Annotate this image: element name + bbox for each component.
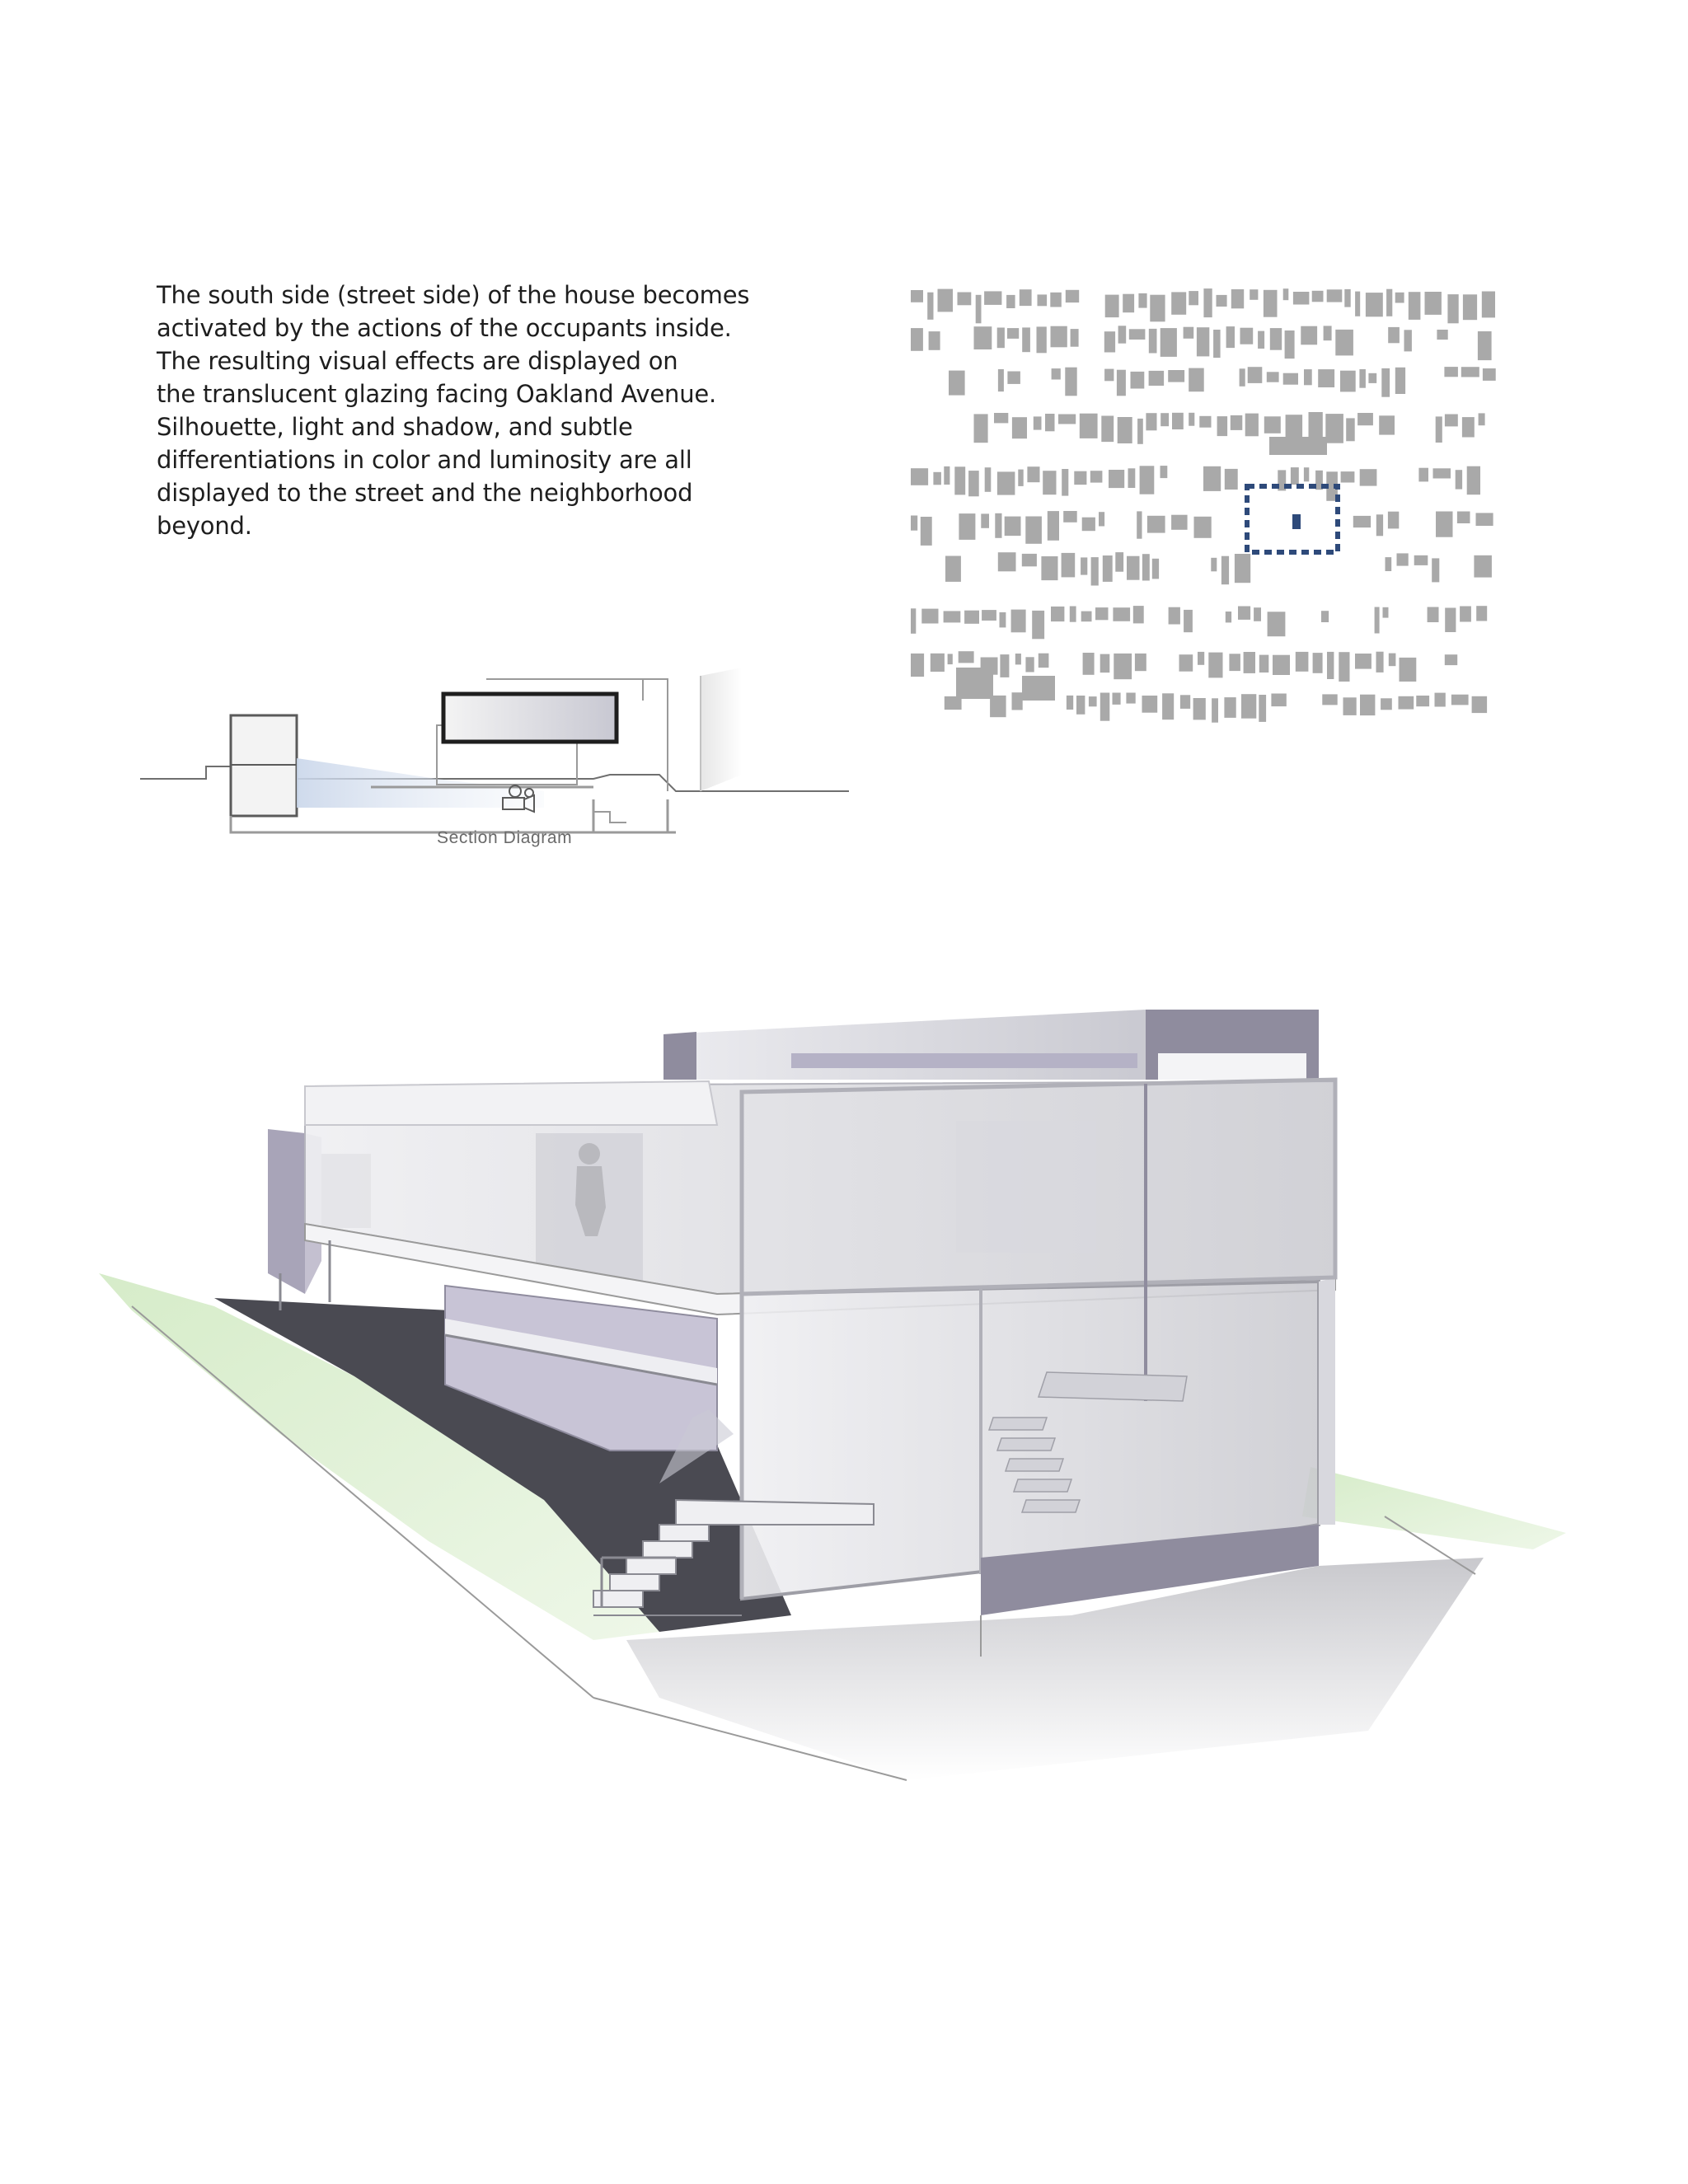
site-plan-building (1304, 467, 1309, 481)
site-plan-building (1063, 511, 1077, 523)
site-plan-building (1451, 695, 1469, 705)
site-plan-building (1074, 471, 1086, 485)
site-plan-building (956, 668, 993, 699)
site-plan-building (1168, 370, 1184, 382)
site-plan-building (1113, 693, 1121, 705)
site-plan-building (911, 516, 917, 531)
site-plan-building (1162, 693, 1174, 719)
site-plan-building (1118, 417, 1132, 443)
site-plan-building (1052, 368, 1061, 379)
site-plan-building (1224, 697, 1236, 718)
site-plan-building (1335, 330, 1353, 356)
site-plan-building (1416, 696, 1429, 706)
site-plan-building (976, 295, 982, 324)
description-line: The south side (street side) of the house becomes (157, 281, 750, 309)
site-plan-building (1039, 654, 1049, 668)
site-plan-building (1025, 517, 1042, 544)
site-plan-building (1271, 694, 1286, 707)
site-plan-building (1344, 289, 1350, 307)
site-plan-building (1467, 466, 1480, 495)
section-retaining-wall (701, 668, 742, 791)
site-plan-building (1313, 653, 1323, 673)
site-plan-building (1011, 610, 1026, 633)
section-light-cone (297, 758, 544, 808)
site-plan-building (1142, 696, 1158, 713)
site-plan-building (929, 331, 940, 350)
site-plan-building (1226, 612, 1231, 622)
site-plan-building (1291, 467, 1299, 485)
site-plan-building (1050, 293, 1062, 307)
site-plan-building (1414, 555, 1428, 565)
site-plan-building (931, 654, 945, 672)
site-plan-building (1357, 413, 1373, 425)
site-plan-building (1341, 471, 1355, 482)
site-plan-building (1381, 698, 1392, 710)
site-plan-building (1399, 696, 1414, 710)
site-plan-building (1038, 294, 1048, 306)
site-plan-building (1460, 607, 1471, 622)
site-plan-building (1240, 328, 1254, 344)
site-plan-building (1090, 471, 1103, 482)
section-diagram-caption: Section Diagram (437, 828, 573, 847)
site-plan-building (1238, 607, 1250, 620)
site-plan-building (1346, 418, 1355, 441)
site-plan-building (948, 654, 953, 664)
site-plan-building (1285, 330, 1295, 359)
site-plan-building (1445, 415, 1458, 427)
site-plan-building (1118, 326, 1127, 343)
site-plan-building (1461, 367, 1479, 377)
site-plan-building (1082, 518, 1095, 532)
site-plan-building (1240, 368, 1245, 387)
site-plan-building (1062, 553, 1076, 578)
site-plan-building (1435, 693, 1446, 707)
site-plan-building (1269, 437, 1327, 455)
site-plan-building (1020, 289, 1032, 306)
site-plan-building (1000, 654, 1009, 677)
site-plan-building (1012, 692, 1023, 710)
site-plan-subject-house (1292, 514, 1301, 529)
site-plan-building (1081, 557, 1087, 574)
site-plan-building (1194, 517, 1212, 538)
site-plan-building (1104, 369, 1114, 382)
site-plan-building (1340, 371, 1356, 392)
site-plan-building (1103, 555, 1113, 582)
site-plan-building (1388, 327, 1400, 343)
site-plan-building (1476, 513, 1493, 526)
site-plan-building (1463, 294, 1477, 320)
site-plan-building (1198, 652, 1204, 665)
site-plan-building (1184, 610, 1193, 632)
site-plan-building (1067, 696, 1073, 710)
site-plan-building (1386, 557, 1392, 571)
site-plan-building (1241, 694, 1256, 719)
site-plan-building (1268, 612, 1286, 636)
site-plan-building (1479, 413, 1485, 425)
description-text (157, 279, 783, 542)
site-plan-building (981, 513, 989, 527)
site-plan-building (1099, 512, 1104, 526)
site-plan-building (1018, 470, 1023, 486)
site-plan-building (1293, 292, 1310, 305)
axon-grass-right (1302, 1467, 1566, 1549)
site-plan-building (1000, 612, 1006, 628)
site-plan-building (1123, 294, 1134, 313)
site-plan-building (1270, 328, 1282, 350)
site-plan-building (1428, 607, 1439, 623)
description-line: beyond. (157, 512, 252, 540)
site-plan-building (1376, 514, 1383, 536)
site-plan-building (1343, 697, 1357, 715)
site-plan-building (1076, 696, 1085, 715)
site-plan-building (984, 291, 1001, 305)
site-plan-building (998, 369, 1004, 391)
site-plan-building (1142, 554, 1150, 580)
site-plan-building (1436, 416, 1442, 443)
site-plan-building (927, 293, 933, 320)
site-plan-building (1418, 468, 1428, 482)
site-plan-building (1327, 289, 1343, 302)
site-plan-building (933, 472, 941, 485)
site-plan-building (1254, 607, 1261, 621)
site-plan-building (944, 466, 950, 485)
axon-support-wall (268, 1129, 305, 1294)
site-plan-building (1080, 414, 1098, 438)
site-plan-building (1048, 511, 1059, 541)
site-plan-building (1179, 654, 1193, 672)
site-plan-building (1389, 654, 1396, 667)
site-plan-building (1203, 288, 1212, 317)
site-plan-building (1081, 612, 1092, 622)
site-plan-building (954, 466, 965, 494)
site-plan-building (1221, 556, 1229, 585)
site-plan-building (1379, 415, 1395, 434)
site-plan-building (1457, 512, 1470, 524)
site-plan-building (1386, 289, 1392, 316)
site-plan-building (1301, 326, 1317, 345)
site-plan-building (968, 471, 979, 496)
site-plan-building (1127, 556, 1140, 580)
site-plan-building (1318, 369, 1334, 387)
site-plan-building (1193, 698, 1206, 719)
site-plan-building (1051, 607, 1064, 621)
site-plan-building (1360, 695, 1375, 715)
site-plan-building (1472, 696, 1488, 713)
site-plan-building (1113, 607, 1130, 621)
site-plan-building (1089, 696, 1097, 706)
site-plan-building (1259, 695, 1266, 722)
site-plan-building (1070, 607, 1076, 622)
site-plan-building (1259, 655, 1269, 673)
site-plan-building (959, 651, 974, 663)
site-plan-building (1355, 292, 1360, 316)
site-plan-building (1022, 676, 1055, 701)
site-plan-building (1376, 652, 1384, 673)
site-plan-building (1436, 512, 1453, 537)
site-plan-building (1383, 607, 1389, 618)
site-plan-building (1007, 328, 1019, 339)
site-plan-building (1043, 471, 1056, 494)
site-plan-building (1248, 367, 1263, 383)
site-plan-building (1217, 295, 1227, 307)
site-plan-building (1160, 328, 1177, 357)
site-plan-building (1022, 327, 1030, 352)
site-plan-building (911, 654, 924, 677)
site-plan-building (1208, 653, 1222, 678)
site-plan-building (1114, 654, 1132, 679)
axonometric-view (82, 989, 1582, 1863)
site-plan-building (1283, 288, 1289, 300)
site-plan-building (1433, 468, 1451, 478)
site-plan-building (1135, 654, 1146, 671)
site-plan-building (1482, 292, 1495, 318)
site-plan-building (1109, 470, 1124, 488)
site-plan-building (911, 328, 923, 351)
site-plan-building (1037, 326, 1047, 353)
site-plan-building (1474, 555, 1492, 578)
site-plan-building (1150, 295, 1165, 322)
site-plan-building (1171, 292, 1186, 314)
site-plan-building (1321, 611, 1329, 622)
site-plan-building (1071, 329, 1079, 347)
site-plan-building (1006, 295, 1015, 308)
site-plan-building (964, 611, 979, 624)
site-plan-map (907, 280, 1500, 758)
description-line: the translucent glazing facing Oakland Avenue. (157, 380, 717, 408)
site-plan-building (1022, 554, 1037, 566)
site-plan-building (1058, 415, 1076, 424)
site-plan-building (1245, 414, 1259, 437)
site-plan-building (1404, 330, 1412, 351)
site-plan-building (1353, 516, 1371, 527)
site-plan-building (1283, 373, 1298, 385)
site-plan-building (945, 556, 961, 582)
site-plan-building (1235, 554, 1250, 583)
site-plan-building (1007, 372, 1020, 384)
description-line: The resulting visual effects are displayed on (157, 347, 678, 375)
site-plan-building (1034, 416, 1042, 429)
site-plan-building (1199, 416, 1211, 428)
site-plan-building (938, 289, 954, 312)
section-house-glass-box (443, 694, 617, 742)
site-plan-building (1045, 414, 1055, 431)
site-plan-building (1226, 326, 1235, 348)
site-plan-building (1091, 557, 1099, 585)
site-plan-building (1322, 694, 1337, 705)
site-plan-building (1312, 291, 1324, 302)
site-plan-building (1189, 291, 1198, 305)
site-plan-building (1133, 606, 1144, 623)
site-plan-building (1213, 330, 1221, 358)
site-plan-building (921, 609, 938, 624)
site-plan-building (1126, 693, 1135, 704)
site-plan-building (1051, 326, 1067, 348)
site-plan-building (1327, 652, 1334, 679)
description-line: displayed to the street and the neighborhood (157, 479, 693, 507)
site-plan-building (1217, 416, 1228, 436)
site-plan-building (1267, 372, 1279, 382)
site-plan-building (1105, 295, 1119, 318)
site-plan-building (1146, 413, 1156, 430)
section-basement (593, 799, 668, 832)
site-plan-building (1140, 466, 1155, 494)
site-plan-building (1304, 369, 1312, 385)
site-plan-building (1444, 367, 1458, 377)
site-plan-building (1180, 695, 1190, 709)
site-plan-building (1117, 370, 1126, 396)
site-plan-building (1231, 289, 1244, 308)
site-plan-building (1231, 415, 1243, 430)
site-plan-building (994, 413, 1008, 423)
site-plan-building (1445, 654, 1457, 665)
site-plan-building (911, 608, 916, 634)
site-plan-buildings (911, 288, 1496, 723)
site-plan-building (1104, 331, 1115, 352)
site-plan-building (1250, 289, 1258, 300)
site-plan-building (1066, 290, 1079, 302)
site-plan-building (1041, 556, 1057, 580)
site-plan-building (1325, 414, 1343, 443)
site-plan-building (998, 552, 1016, 571)
site-plan-building (1012, 417, 1027, 438)
site-plan-building (1456, 470, 1462, 489)
description-line: Silhouette, light and shadow, and subtle (157, 413, 633, 441)
site-plan-building (1152, 559, 1159, 579)
site-plan-building (1359, 369, 1366, 388)
site-plan-building (1025, 657, 1034, 672)
site-plan-building (985, 467, 992, 492)
site-plan-building (1258, 331, 1264, 349)
site-plan-building (1172, 413, 1184, 429)
site-plan-building (1129, 329, 1146, 340)
site-plan-building (1015, 654, 1021, 664)
site-plan-building (1169, 607, 1180, 625)
site-plan-building (1160, 466, 1168, 478)
site-plan-building (1409, 292, 1421, 320)
site-plan-building (1189, 368, 1204, 392)
site-plan-building (1100, 693, 1110, 721)
site-plan-building (1065, 368, 1076, 396)
site-plan-building (1366, 293, 1383, 316)
site-plan-building (1212, 698, 1218, 722)
site-plan-building (1395, 368, 1405, 394)
site-plan-building (1203, 466, 1221, 491)
site-plan-building (1101, 416, 1114, 443)
site-plan-building (1264, 416, 1281, 434)
site-plan-building (1476, 606, 1487, 621)
site-plan-building (1062, 469, 1068, 496)
site-plan-building (1400, 658, 1417, 682)
site-plan-building (1027, 466, 1039, 482)
site-plan-building (1273, 655, 1290, 675)
site-plan-building (1296, 652, 1309, 672)
site-plan-building (974, 414, 988, 443)
site-plan-building (1264, 290, 1278, 317)
description-line: activated by the actions of the occupants inside. (157, 314, 732, 342)
site-plan-building (1137, 419, 1143, 444)
site-plan-building (1160, 413, 1169, 426)
site-plan-building (1397, 553, 1409, 565)
site-plan-building (1083, 653, 1095, 675)
site-plan-building (959, 513, 975, 540)
site-plan-building (1425, 292, 1442, 315)
site-plan-building (1100, 654, 1110, 673)
site-plan-building (1225, 469, 1238, 490)
site-plan-building (1128, 468, 1136, 488)
site-plan-building (1462, 417, 1475, 437)
site-plan-building (1339, 652, 1349, 682)
site-plan-building (1149, 329, 1157, 354)
site-plan-building (1478, 331, 1492, 360)
site-plan-building (1355, 654, 1372, 669)
site-plan-building (995, 513, 1001, 538)
site-plan-building (1375, 607, 1380, 634)
site-plan-building (974, 326, 992, 349)
site-plan-building (997, 328, 1005, 349)
site-plan-building (982, 610, 996, 621)
site-plan-building (1095, 607, 1109, 620)
site-plan-building (1189, 413, 1194, 426)
site-plan-building (1447, 294, 1458, 323)
site-plan-building (997, 471, 1015, 494)
site-plan-building (1005, 517, 1021, 537)
site-plan-building (921, 517, 932, 546)
site-plan-building (1360, 469, 1377, 485)
site-plan-building (1381, 368, 1390, 397)
site-plan-building (1244, 652, 1255, 673)
site-plan-building (1483, 368, 1496, 381)
site-plan-building (949, 371, 965, 396)
site-plan-building (1115, 552, 1123, 572)
site-plan-building (1445, 608, 1456, 633)
site-plan-building (1032, 611, 1044, 639)
site-plan-building (911, 290, 923, 302)
site-plan-building (1368, 373, 1376, 383)
site-plan-building (1286, 415, 1303, 438)
site-plan-building (944, 611, 961, 622)
site-plan-building (1149, 371, 1165, 386)
site-plan-building (1171, 515, 1188, 530)
site-plan-building (1131, 372, 1145, 389)
site-plan-building (1395, 293, 1404, 303)
site-plan-building (1184, 327, 1194, 339)
site-plan-building (1197, 327, 1209, 356)
description-line: differentiations in color and luminosity are all (157, 446, 692, 474)
site-plan-building (1138, 293, 1146, 308)
site-plan-building (1229, 654, 1240, 671)
site-plan-building (1137, 511, 1142, 538)
site-plan-building (1147, 516, 1165, 533)
site-plan-building (1388, 512, 1399, 529)
site-plan-building (911, 468, 928, 485)
site-plan-building (1324, 326, 1332, 340)
site-plan-building (1432, 558, 1439, 582)
site-plan-building (958, 293, 972, 306)
site-plan-building (1437, 330, 1447, 340)
site-plan-building (1211, 558, 1217, 572)
